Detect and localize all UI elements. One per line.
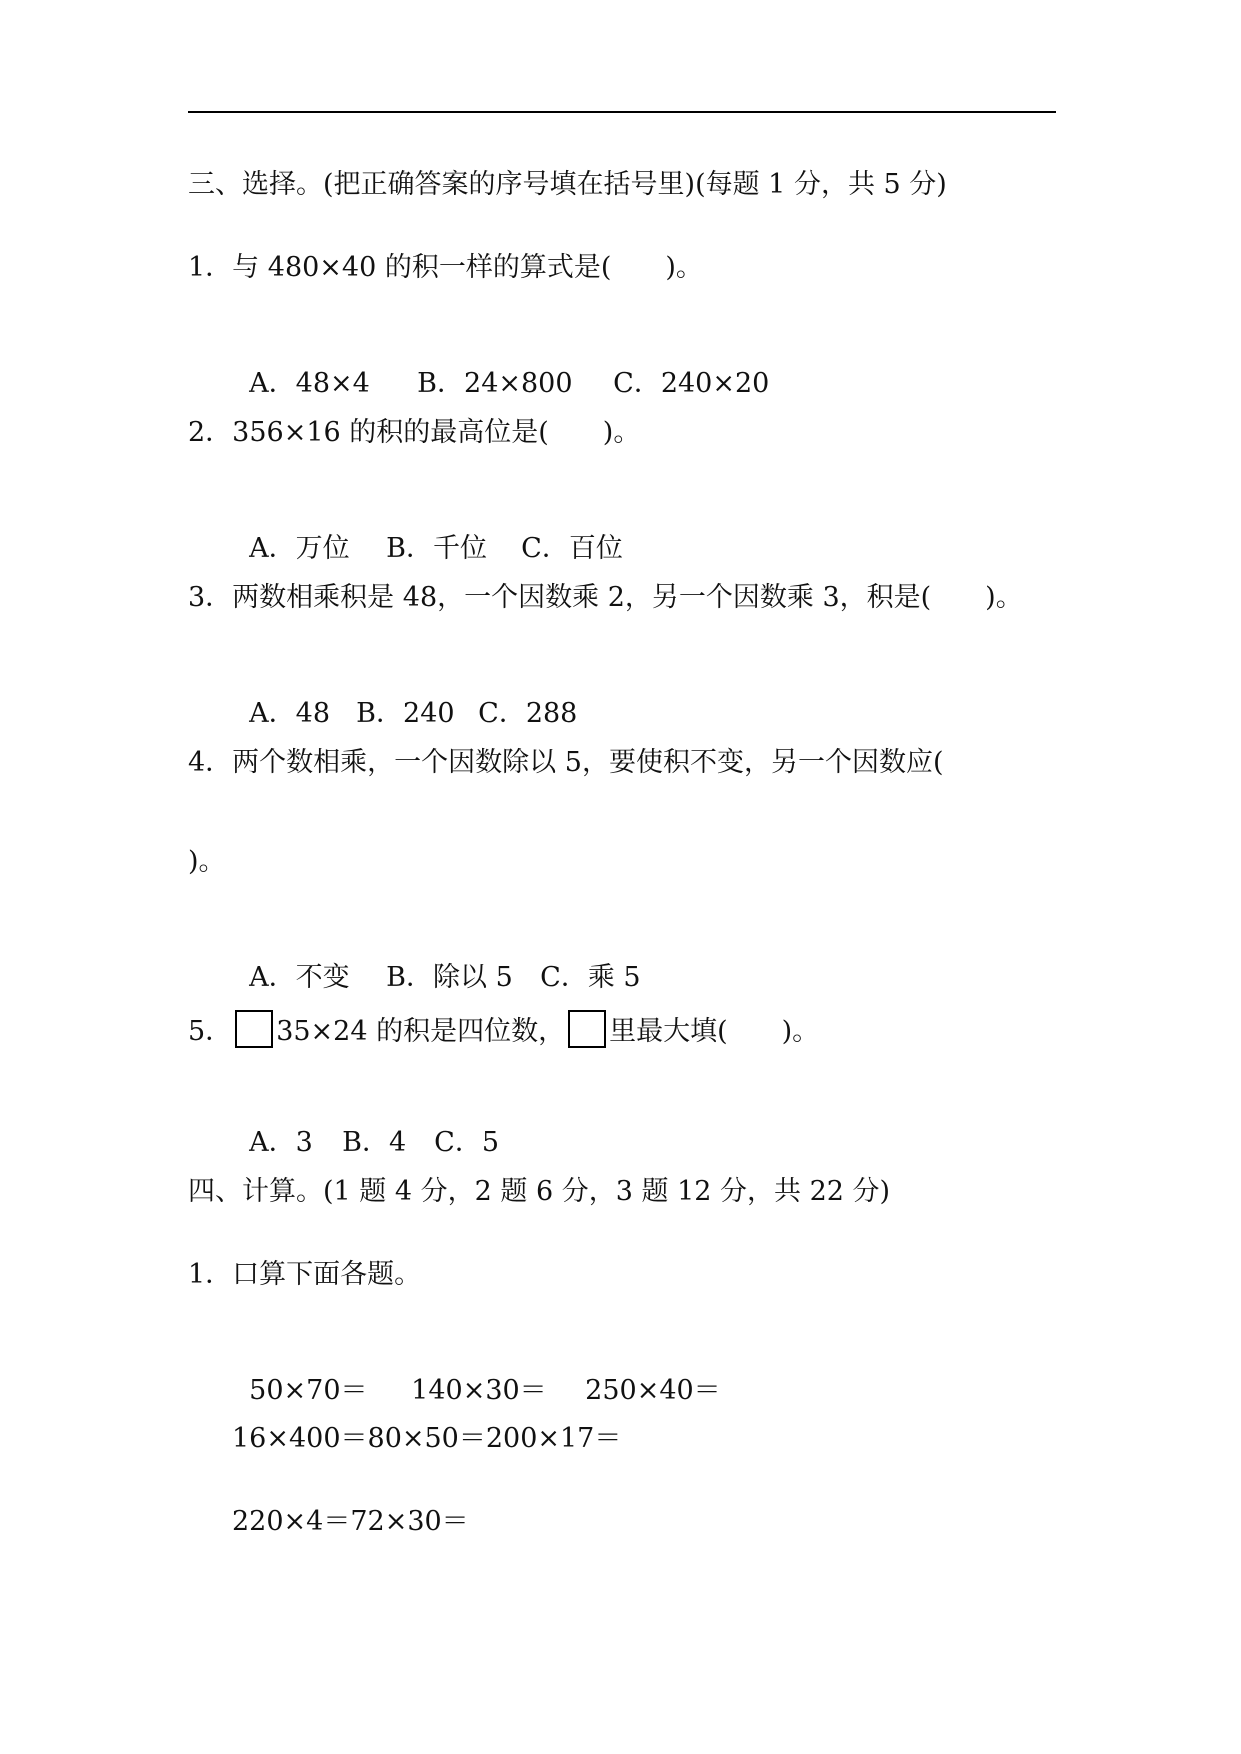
section-3-heading: 三、选择。(把正确答案的序号填在括号里)(每题 1 分，共 5 分) (188, 169, 947, 200)
option-c: C．288 (478, 698, 578, 729)
calc-row-1 (232, 1340, 721, 1408)
question-text: 35×24 的积是四位数， (276, 1016, 566, 1047)
option-a: A．不变 (249, 962, 350, 993)
question-2-options (232, 498, 623, 566)
question-1-options (232, 333, 769, 401)
question-3-stem: 3．两数相乘积是 48，一个因数乘 2，另一个因数乘 3，积是( )。 (188, 582, 1023, 613)
question-1-stem: 1．与 480×40 的积一样的算式是( )。 (188, 252, 703, 283)
calc-item: 250×40＝ (585, 1375, 721, 1406)
blank-box (568, 1010, 606, 1048)
option-c: C．5 (434, 1127, 500, 1158)
calc-item: 50×70＝ (249, 1375, 368, 1406)
option-a: A．48×4 (249, 368, 370, 399)
question-number: 5． (188, 1016, 233, 1047)
question-4-stem-continued: )。 (188, 846, 226, 877)
option-b: B．4 (342, 1127, 407, 1158)
calc-item: 140×30＝ (411, 1375, 547, 1406)
option-c: C．乘 5 (540, 962, 641, 993)
question-5-stem (188, 1010, 819, 1049)
section-4-heading: 四、计算。(1 题 4 分，2 题 6 分，3 题 12 分，共 22 分) (188, 1176, 891, 1207)
question-2-stem: 2．356×16 的积的最高位是( )。 (188, 417, 641, 448)
question-text-end: 里最大填( )。 (609, 1016, 820, 1047)
top-rule (188, 111, 1056, 113)
blank-box (235, 1010, 273, 1048)
option-b: B．240 (356, 698, 455, 729)
calc-row-3: 220×4＝72×30＝ (232, 1506, 469, 1537)
question-4-options (232, 927, 641, 995)
section-4-question-1: 1．口算下面各题。 (188, 1259, 422, 1290)
option-b: B．千位 (386, 533, 488, 564)
option-c: C．百位 (521, 533, 623, 564)
question-5-options (232, 1092, 499, 1160)
option-a: A．万位 (249, 533, 350, 564)
calc-row-2: 16×400＝80×50＝200×17＝ (232, 1423, 622, 1454)
option-a: A．3 (249, 1127, 313, 1158)
question-3-options (232, 663, 577, 731)
option-a: A．48 (249, 698, 331, 729)
option-b: B．24×800 (417, 368, 573, 399)
question-4-stem: 4．两个数相乘，一个因数除以 5，要使积不变，另一个因数应( (188, 747, 944, 778)
option-c: C．240×20 (613, 368, 770, 399)
option-b: B．除以 5 (386, 962, 513, 993)
